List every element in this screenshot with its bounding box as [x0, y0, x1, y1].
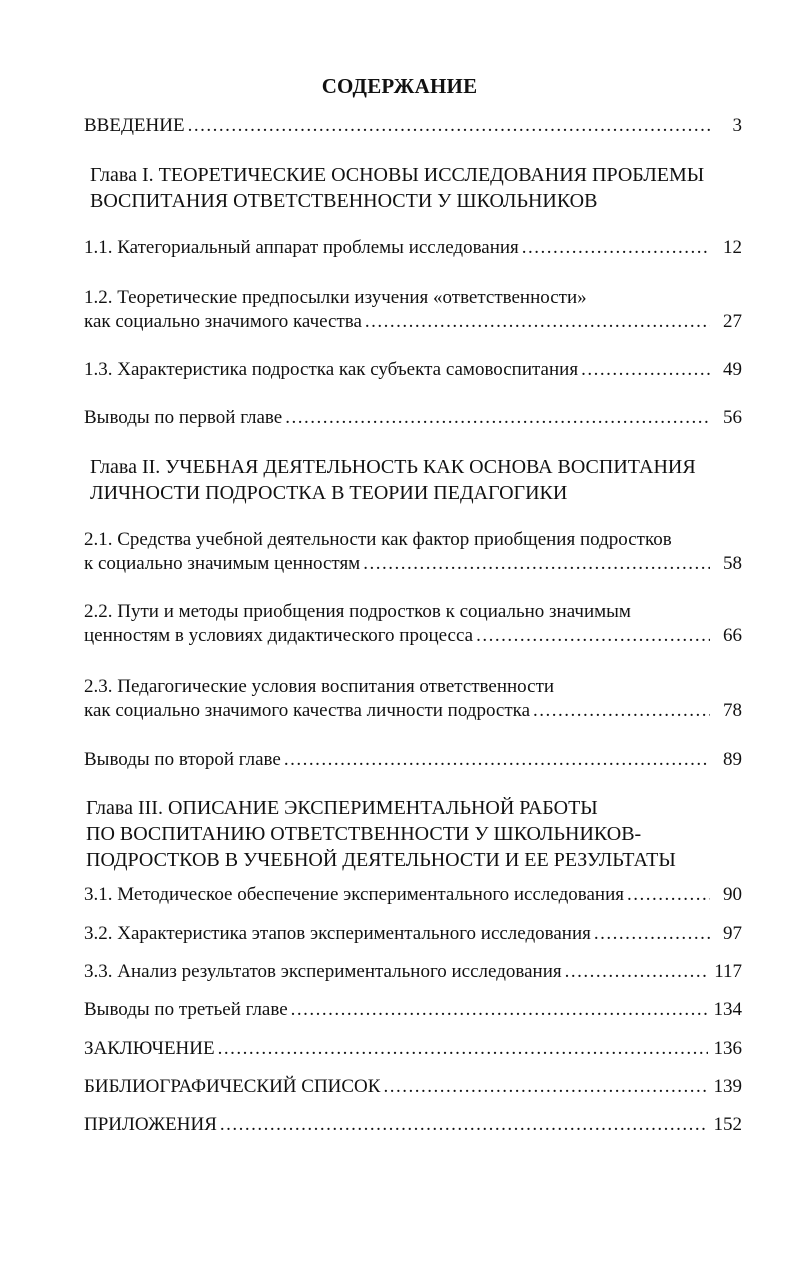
dot-leader [476, 624, 710, 648]
page-number: 3 [732, 115, 742, 136]
entry-title: к социально значимым ценностям [84, 553, 361, 574]
entry-title: 3.2. Характеристика этапов экспериментального исследования [84, 923, 591, 944]
entry-title: БИБЛИОГРАФИЧЕСКИЙ СПИСОК [84, 1076, 381, 1097]
entry-title: ценностям в условиях дидактического процесса [84, 625, 474, 646]
entry-title-line: 2.2. Пути и методы приобщения подростков к социально значимым [84, 601, 631, 622]
toc-entry-conclusions-2[interactable] [84, 748, 742, 772]
page-number: 12 [723, 237, 742, 258]
page-number: 56 [723, 407, 742, 428]
chapter-heading-line: ПО ВОСПИТАНИЮ ОТВЕТСТВЕННОСТИ У ШКОЛЬНИКОВ- [86, 823, 642, 845]
entry-title: как социально значимого качества [84, 311, 362, 332]
toc-entry-2-1[interactable] [84, 528, 742, 576]
toc-entry-conclusions-1[interactable] [84, 406, 742, 430]
page-number: 78 [723, 700, 742, 721]
chapter-heading-line: ЛИЧНОСТИ ПОДРОСТКА В ТЕОРИИ ПЕДАГОГИКИ [90, 482, 568, 504]
entry-title: 1.1. Категориальный аппарат проблемы исследования [84, 237, 519, 258]
entry-title: 3.3. Анализ результатов экспериментального исследования [84, 961, 562, 982]
entry-title: Выводы по первой главе [84, 407, 283, 428]
toc-entry-2-3[interactable] [84, 675, 742, 723]
entry-title: 1.3. Характеристика подростка как субъекта самовоспитания [84, 359, 579, 380]
toc-entry-3-2[interactable] [84, 922, 742, 946]
entry-title: 3.1. Методическое обеспечение экспериментального исследования [84, 884, 624, 905]
entry-title-line: 2.1. Средства учебной деятельности как фактор приобщения подростков [84, 529, 672, 550]
dot-leader [383, 1075, 707, 1099]
chapter-heading-line: Глава II. УЧЕБНАЯ ДЕЯТЕЛЬНОСТЬ КАК ОСНОВА ВОСПИТАНИЯ [90, 456, 696, 478]
entry-title-line: 2.3. Педагогические условия воспитания ответственности [84, 676, 555, 697]
toc-entry-conclusions-3[interactable] [84, 998, 742, 1022]
dot-leader [291, 998, 708, 1022]
dot-leader [188, 114, 710, 138]
entry-title: ВВЕДЕНИЕ [84, 115, 185, 136]
page-number: 66 [723, 625, 742, 646]
dot-leader [627, 883, 710, 907]
page-number: 89 [723, 749, 742, 770]
chapter-heading-line: ВОСПИТАНИЯ ОТВЕТСТВЕННОСТИ У ШКОЛЬНИКОВ [90, 190, 598, 212]
toc-entry-introduction[interactable] [84, 114, 742, 138]
toc-entry-appendices[interactable] [84, 1113, 742, 1137]
chapter-3-heading [86, 795, 726, 873]
toc-entry-3-3[interactable] [84, 960, 742, 984]
chapter-heading-line: Глава III. ОПИСАНИЕ ЭКСПЕРИМЕНТАЛЬНОЙ РАБОТЫ [86, 797, 598, 819]
dot-leader [533, 699, 710, 723]
dot-leader [363, 552, 710, 576]
page-number: 27 [723, 311, 742, 332]
entry-title: как социально значимого качества личности подростка [84, 700, 531, 721]
chapter-1-heading [90, 162, 730, 214]
entry-title: ЗАКЛЮЧЕНИЕ [84, 1038, 215, 1059]
page-number: 58 [723, 553, 742, 574]
dot-leader [581, 358, 710, 382]
dot-leader [220, 1113, 708, 1137]
toc-entry-2-2[interactable] [84, 600, 742, 648]
dot-leader [285, 406, 710, 430]
entry-title: Выводы по третьей главе [84, 999, 288, 1020]
chapter-heading-line: ПОДРОСТКОВ В УЧЕБНОЙ ДЕЯТЕЛЬНОСТИ И ЕЕ РЕЗУЛЬТАТЫ [86, 849, 676, 871]
entry-title-line: 1.2. Теоретические предпосылки изучения «ответственности» [84, 287, 587, 308]
page-number: 97 [723, 923, 742, 944]
chapter-2-heading [90, 454, 730, 506]
dot-leader [365, 310, 710, 334]
dot-leader [284, 748, 710, 772]
dot-leader [218, 1037, 708, 1061]
toc-entry-3-1[interactable] [84, 883, 742, 907]
page-number: 134 [713, 999, 742, 1020]
toc-entry-1-1[interactable] [84, 236, 742, 260]
toc-entry-1-2[interactable] [84, 286, 742, 334]
page-number: 90 [723, 884, 742, 905]
page-number: 49 [723, 359, 742, 380]
toc-entry-1-3[interactable] [84, 358, 742, 382]
page-number: 139 [713, 1076, 742, 1097]
toc-entry-conclusion[interactable] [84, 1037, 742, 1061]
entry-title: Выводы по второй главе [84, 749, 281, 770]
toc-entry-bibliography[interactable] [84, 1075, 742, 1099]
page-title: СОДЕРЖАНИЕ [321, 74, 478, 98]
page-number: 152 [713, 1114, 742, 1135]
page-number: 117 [714, 961, 742, 982]
chapter-heading-line: Глава I. ТЕОРЕТИЧЕСКИЕ ОСНОВЫ ИССЛЕДОВАНИЯ ПРОБЛЕМЫ [90, 164, 705, 186]
entry-title: ПРИЛОЖЕНИЯ [84, 1114, 217, 1135]
dot-leader [594, 922, 710, 946]
dot-leader [565, 960, 709, 984]
page-number: 136 [713, 1038, 742, 1059]
dot-leader [522, 236, 710, 260]
